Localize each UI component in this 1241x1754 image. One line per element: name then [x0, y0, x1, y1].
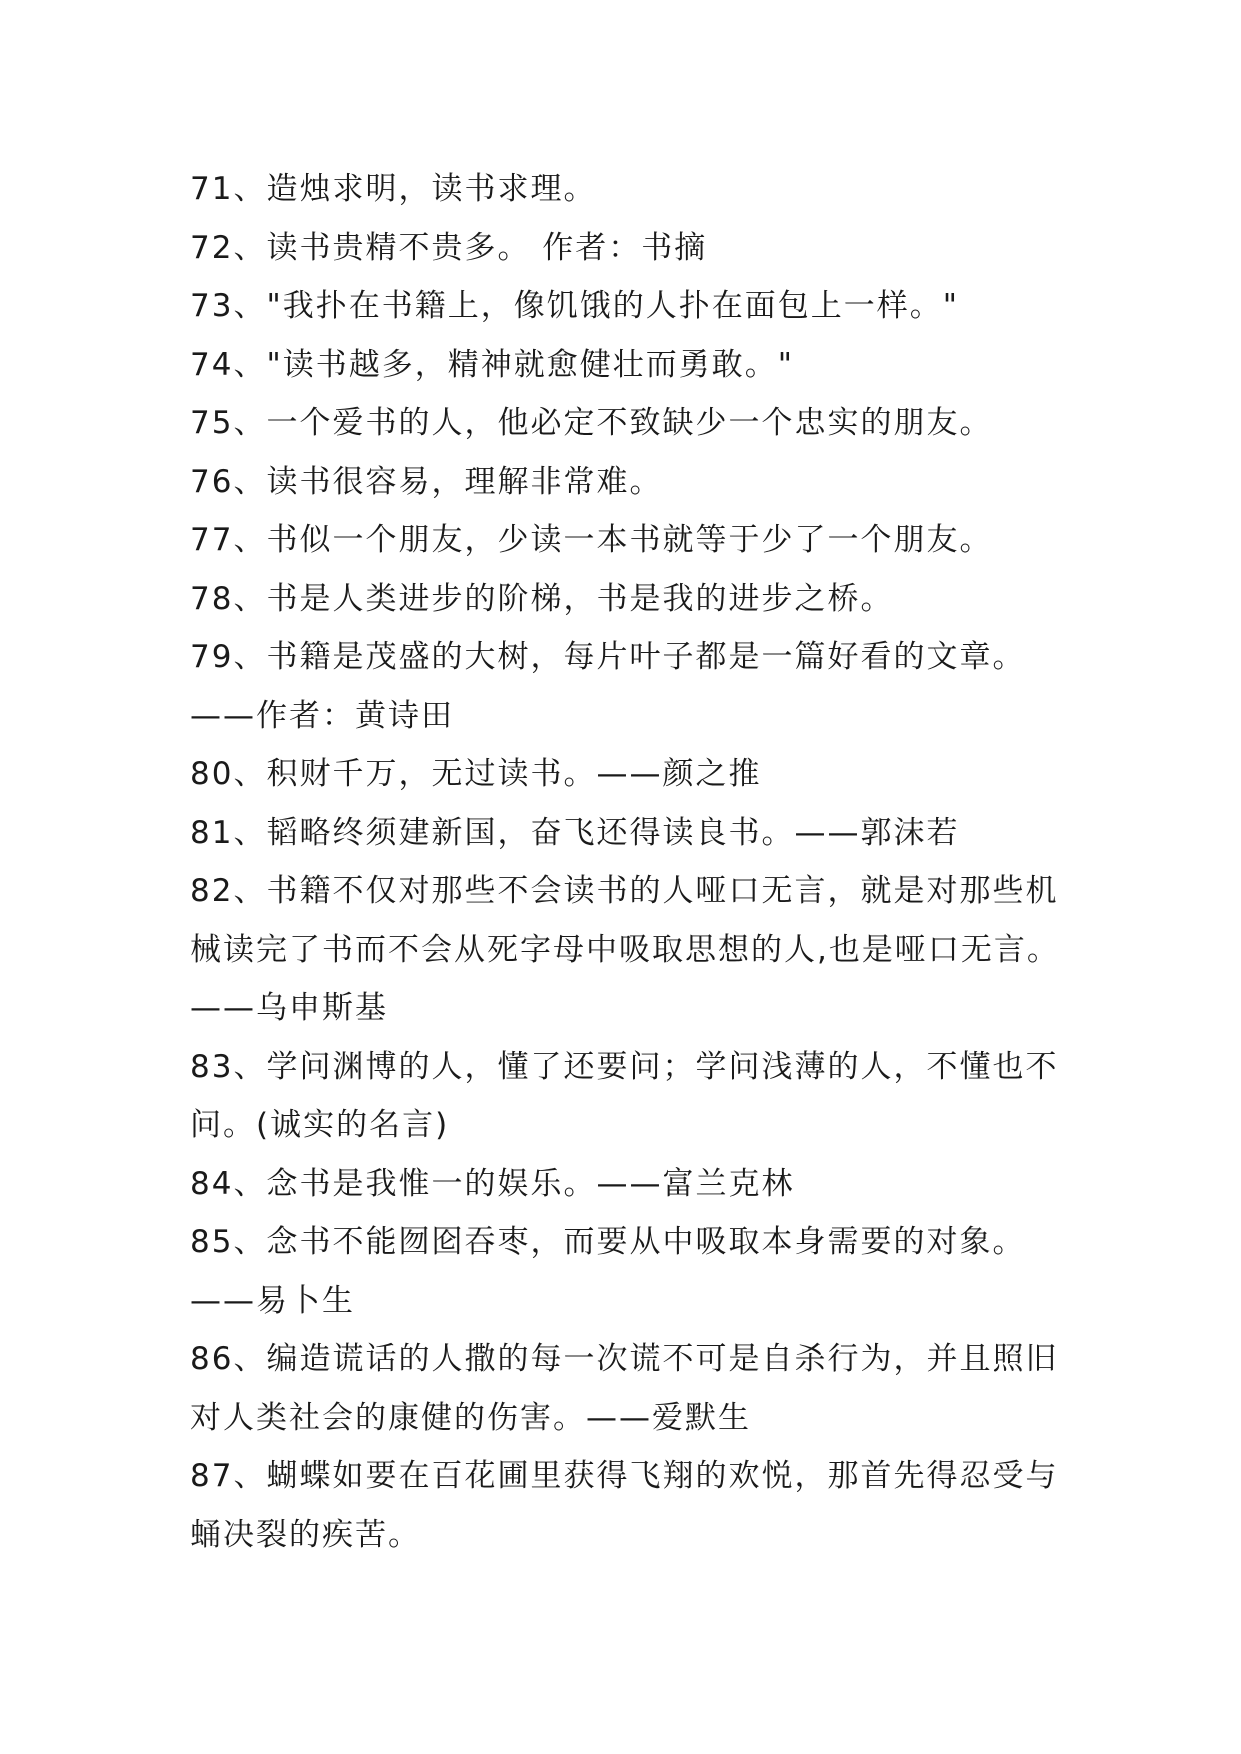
text-line: ——作者：黄诗田	[190, 697, 454, 734]
text-line: ——易卜生	[190, 1282, 355, 1319]
text-line: ——乌申斯基	[190, 990, 388, 1026]
text-line: 86、编造谎话的人撒的每一次谎不可是自杀行为，并且照旧	[190, 1341, 1059, 1377]
text-line: 71、造烛求明，读书求理。	[190, 171, 597, 207]
text-line: 75、一个爱书的人，他必定不致缺少一个忠实的朋友。	[190, 405, 993, 441]
text-line: 77、书似一个朋友，少读一本书就等于少了一个朋友。	[190, 522, 993, 558]
text-line: 85、念书不能囫囵吞枣，而要从中吸取本身需要的对象。	[190, 1224, 1026, 1260]
text-line: 74、"读书越多，精神就愈健壮而勇敢。"	[190, 346, 794, 383]
text-line: 73、"我扑在书籍上，像饥饿的人扑在面包上一样。"	[190, 288, 959, 324]
text-line: 83、学问渊博的人，懂了还要问；学问浅薄的人，不懂也不	[190, 1048, 1059, 1085]
text-line: 对人类社会的康健的伤害。——爱默生	[190, 1399, 751, 1436]
text-line: 81、韬略终须建新国，奋飞还得读良书。——郭沫若	[190, 814, 960, 851]
text-line: 蛹决裂的疾苦。	[190, 1516, 421, 1553]
text-line: 械读完了书而不会从死字母中吸取思想的人,也是哑口无言。	[190, 931, 1060, 968]
text-line: 79、书籍是茂盛的大树，每片叶子都是一篇好看的文章。	[190, 639, 1026, 675]
quote-list	[190, 160, 1070, 1564]
text-line: 78、书是人类进步的阶梯，书是我的进步之桥。	[190, 580, 894, 617]
text-line: 84、念书是我惟一的娱乐。——富兰克林	[190, 1165, 795, 1202]
text-line: 问。(诚实的名言)	[190, 1107, 450, 1143]
text-line: 72、读书贵精不贵多。 作者：书摘	[190, 229, 708, 266]
text-line: 82、书籍不仅对那些不会读书的人哑口无言，就是对那些机	[190, 873, 1059, 909]
text-line: 80、积财千万，无过读书。——颜之推	[190, 756, 762, 792]
text-line: 87、蝴蝶如要在百花圃里获得飞翔的欢悦，那首先得忍受与	[190, 1458, 1059, 1494]
text-line: 76、读书很容易，理解非常难。	[190, 463, 663, 500]
